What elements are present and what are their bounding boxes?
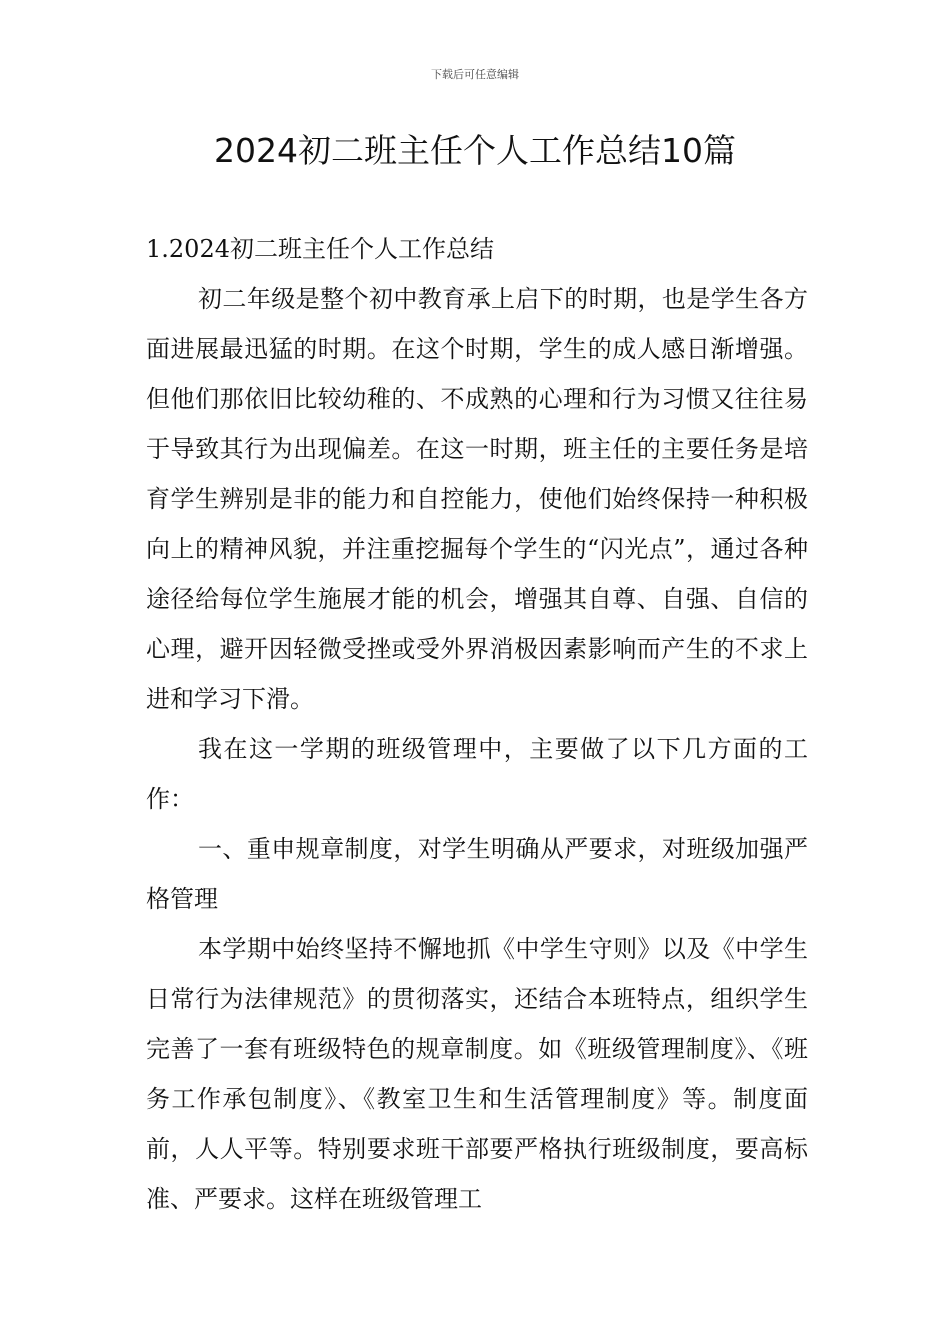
paragraph-work-overview: 我在这一学期的班级管理中，主要做了以下几方面的工作： (146, 735, 808, 813)
paragraph-rules: 本学期中始终坚持不懈地抓《中学生守则》以及《中学生日常行为法律规范》的贯彻落实，还结合本班特点，组织学生完善了一套有班级特色的规章制度。如《班级管理制度》、《班务工作承包制度》、《教室卫生和生活管理制度》等。制度面前，人人平等。特别要求班干部要严格执行班级制度，要高标准、严要求。这样在班级管理工 (146, 935, 808, 1213)
paragraph-intro: 初二年级是整个初中教育承上启下的时期，也是学生各方面进展最迅猛的时期。在这个时期，学生的成人感日渐增强。但他们那依旧比较幼稚的、不成熟的心理和行为习惯又往往易于导致其行为出现偏差。在这一时期，班主任的主要任务是培育学生辨别是非的能力和自控能力，使他们始终保持一种积极向上的精神风貌，并注重挖掘每个学生的“闪光点”，通过各种途径给每位学生施展才能的机会，增强其自尊、自强、自信的心理，避开因轻微受挫或受外界消极因素影响而产生的不求上进和学习下滑。 (146, 285, 808, 713)
section-heading: 1.2024初二班主任个人工作总结 (146, 235, 494, 263)
header-note: 下载后可任意编辑 (431, 68, 519, 81)
paragraph-subheading-one: 一、重申规章制度，对学生明确从严要求，对班级加强严格管理 (146, 835, 808, 913)
document-body (146, 224, 808, 1224)
document-title: 2024初二班主任个人工作总结10篇 (214, 131, 736, 170)
